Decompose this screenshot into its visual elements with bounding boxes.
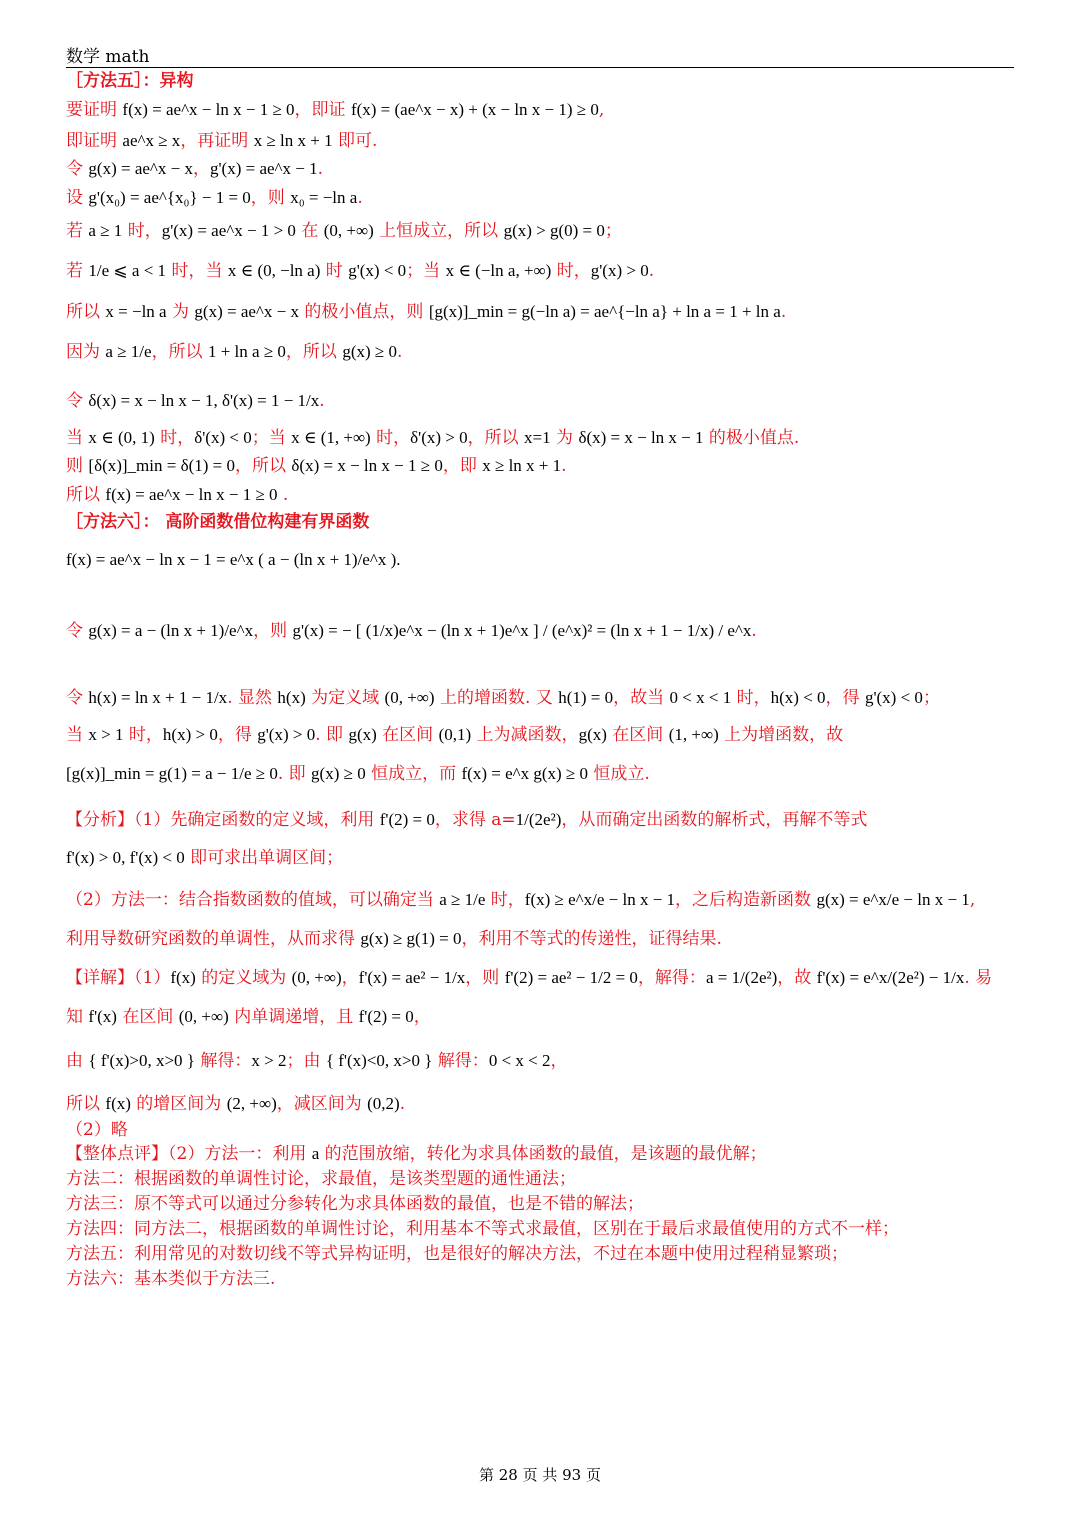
- math-expression: g(x) ≥ 0: [311, 764, 366, 783]
- math-expression: x > 1: [88, 725, 124, 744]
- text-line: [66, 967, 992, 989]
- text-segment: ；: [922, 688, 940, 708]
- text-segment: .: [277, 485, 289, 505]
- text-segment: .: [357, 188, 363, 208]
- math-expression: (0, +∞): [178, 1007, 229, 1026]
- text-line: [66, 928, 722, 950]
- text-line: [66, 809, 867, 831]
- text-line: [66, 511, 369, 533]
- text-line: [66, 620, 757, 642]
- text-segment: 即可.: [332, 131, 378, 151]
- text-segment: ，减区间为: [276, 1094, 368, 1114]
- math-expression: (0,2): [367, 1094, 400, 1113]
- math-expression: g'(x) < 0: [864, 688, 923, 707]
- text-segment: ；: [604, 221, 622, 241]
- text-segment: . 即: [315, 725, 349, 745]
- text-segment: ；由: [286, 1051, 326, 1071]
- text-segment: ［方法五］：异构: [66, 71, 194, 91]
- math-expression: [g(x)]_min = g(1) = a − 1/e ≥ 0: [66, 764, 278, 783]
- math-expression: [δ(x)]_min = δ(1) = 0: [88, 456, 236, 475]
- text-segment: 设: [66, 188, 89, 208]
- text-segment: ，所以: [285, 342, 343, 362]
- text-segment: 为: [166, 302, 195, 322]
- math-expression: δ'(x) < 0: [194, 428, 252, 447]
- math-expression: g(x) = e^x/e − ln x − 1: [816, 890, 970, 909]
- text-segment: 时，: [122, 221, 162, 241]
- math-expression: f(x): [105, 1094, 131, 1113]
- text-segment: 方法五：利用常见的对数切线不等式异构证明，也是很好的解决方法，不过在本题中使用过程稍显繁琐；: [66, 1244, 848, 1264]
- math-expression: f(x) = e^x g(x) ≥ 0: [461, 764, 589, 783]
- text-segment: 内单调递增，且: [228, 1007, 359, 1027]
- math-expression: g(x) ≥ g(1) = 0: [360, 929, 462, 948]
- text-line: [66, 301, 786, 323]
- math-expression: h(x) < 0: [770, 688, 826, 707]
- math-expression: f(x) = (ae^x − x) + (x − ln x − 1) ≥ 0: [350, 100, 599, 119]
- text-line: [66, 1006, 431, 1028]
- text-segment: 【详解】（1）: [66, 968, 171, 988]
- math-expression: f'(x) > 0, f'(x) < 0: [66, 848, 185, 867]
- text-segment: .: [396, 342, 403, 362]
- text-segment: 方法六：基本类似于方法三.: [66, 1269, 276, 1289]
- text-segment: .: [780, 302, 787, 322]
- text-segment: 时: [320, 261, 349, 281]
- math-expression: (1, +∞): [668, 725, 719, 744]
- math-expression: h(x): [277, 688, 306, 707]
- text-segment: 令: [66, 688, 89, 708]
- math-expression: a ≥ 1: [88, 221, 123, 240]
- text-segment: ［方法六］： 高阶函数借位构建有界函数: [66, 512, 370, 532]
- text-segment: ，即: [442, 456, 483, 476]
- math-expression: g(x): [578, 725, 607, 744]
- math-expression: (0, +∞): [291, 968, 342, 987]
- text-segment: ，从而确定出函数的解析式，再解不等式: [561, 810, 868, 830]
- math-expression: x ∈ (−ln a, +∞): [445, 261, 552, 280]
- text-segment: 所以: [66, 485, 106, 505]
- text-segment: .: [319, 391, 325, 411]
- math-expression: x > 2: [251, 1051, 287, 1070]
- text-segment: 恒成立.: [588, 764, 650, 784]
- text-segment: 为: [550, 428, 579, 448]
- math-expression: g'(x) < 0: [348, 261, 407, 280]
- math-expression: g'(x) = ae^x − 1 > 0: [161, 221, 296, 240]
- text-line: [66, 889, 975, 911]
- text-line: [66, 158, 323, 180]
- math-expression: f(x) ≥ e^x/e − ln x − 1: [524, 890, 676, 909]
- math-expression: a = 1/(2e²): [705, 968, 778, 987]
- text-segment: . 显然: [227, 688, 278, 708]
- text-segment: ，故: [777, 968, 817, 988]
- math-expression: h(x) = ln x + 1 − 1/x: [88, 688, 228, 707]
- text-segment: ，: [550, 1051, 568, 1071]
- math-expression: 1/e ⩽ a < 1: [88, 261, 167, 280]
- math-expression: 0 < x < 1: [669, 688, 732, 707]
- math-expression: (0,1): [438, 725, 472, 744]
- math-expression: x ∈ (0, 1): [88, 428, 155, 447]
- text-segment: 的范围放缩，转化为求具体函数的最值，是该题的最优解；: [319, 1144, 767, 1164]
- page-footer: 第 28 页 共 93 页: [478, 1466, 601, 1484]
- text-segment: 由: [66, 1051, 89, 1071]
- text-segment: 的极小值点.: [703, 428, 800, 448]
- text-segment: ，所以: [467, 428, 525, 448]
- text-segment: ，求得 a=: [434, 810, 516, 830]
- math-expression: δ(x) = x − ln x − 1: [578, 428, 704, 447]
- text-segment: 要证明: [66, 100, 123, 120]
- math-expression: g(x) > g(0) = 0: [503, 221, 605, 240]
- text-segment: 恒成立，而: [365, 764, 462, 784]
- math-expression: g(x): [348, 725, 377, 744]
- math-expression: g(x) = ae^x − x: [88, 159, 193, 178]
- text-segment: ，得: [217, 725, 258, 745]
- math-expression: f'(2) = 0: [379, 810, 435, 829]
- math-expression: δ(x) = x − ln x − 1 ≥ 0: [291, 456, 443, 475]
- text-segment: 上为增函数，故: [718, 725, 844, 745]
- text-line: [66, 1093, 405, 1115]
- text-line: [66, 1119, 128, 1141]
- math-expression: 1 + ln a ≥ 0: [207, 342, 286, 361]
- math-expression: { f'(x)<0, x>0 }: [325, 1051, 433, 1070]
- text-segment: 则: [66, 456, 89, 476]
- math-expression: 1/(2e²): [515, 810, 562, 829]
- math-expression: g(x) ≥ 0: [342, 342, 397, 361]
- text-segment: 时，: [485, 890, 525, 910]
- math-expression: a ≥ 1/e: [439, 890, 486, 909]
- text-segment: 在区间: [116, 1007, 179, 1027]
- text-segment: 解得：: [432, 1051, 489, 1071]
- math-expression: g'(x) = ae^x − 1: [209, 159, 318, 178]
- text-segment: 所以: [66, 302, 106, 322]
- text-line: [66, 724, 843, 746]
- math-expression: x ∈ (0, −ln a): [227, 261, 321, 280]
- text-segment: 令: [66, 621, 89, 641]
- text-segment: ，再证明: [180, 131, 254, 151]
- math-expression: g'(x) > 0: [590, 261, 649, 280]
- text-segment: ，: [413, 1007, 431, 1027]
- text-segment: 时，: [731, 688, 771, 708]
- text-segment: . 即: [277, 764, 312, 784]
- math-expression: (0, +∞): [323, 221, 374, 240]
- math-expression: f'(x): [88, 1007, 117, 1026]
- text-line: [66, 1143, 767, 1165]
- math-expression: x ≥ ln x + 1: [253, 131, 333, 150]
- text-line: [66, 455, 567, 477]
- text-line: [66, 341, 402, 363]
- text-segment: 若: [66, 261, 89, 281]
- text-segment: 因为: [66, 342, 106, 362]
- text-line: [66, 1193, 644, 1215]
- math-expression: f'(x) = e^x/(2e²) − 1/x: [816, 968, 965, 987]
- math-expression: g'(x) = − [ (1/x)e^x − (ln x + 1)e^x ] / (e^x)² = (ln x + 1 − 1/x) / e^x: [292, 621, 752, 640]
- math-expression: (2, +∞): [226, 1094, 277, 1113]
- text-segment: 在: [295, 221, 324, 241]
- math-expression: f(x) = ae^x − ln x − 1 ≥ 0: [105, 485, 278, 504]
- text-segment: ，: [192, 159, 210, 179]
- math-expression: a: [311, 1144, 320, 1163]
- math-expression: (0, +∞): [384, 688, 435, 707]
- text-segment: ，得: [825, 688, 865, 708]
- text-line: [66, 260, 654, 282]
- text-segment: 方法三：原不等式可以通过分参转化为求具体函数的最值，也是不错的解法；: [66, 1194, 644, 1214]
- math-expression: x = −ln a: [105, 302, 167, 321]
- text-segment: 的增区间为: [130, 1094, 227, 1114]
- text-segment: . 易: [964, 968, 993, 988]
- math-expression: { f'(x)>0, x>0 }: [88, 1051, 195, 1070]
- text-segment: ，所以: [151, 342, 208, 362]
- math-expression: f(x) = ae^x − ln x − 1 ≥ 0: [122, 100, 295, 119]
- text-segment: ，: [341, 968, 359, 988]
- text-segment: 上恒成立，所以: [373, 221, 504, 241]
- text-line: [66, 390, 325, 412]
- math-expression: h(1) = 0: [558, 688, 614, 707]
- text-line: [66, 70, 194, 92]
- math-expression: x ≥ ln x + 1: [482, 456, 562, 475]
- text-segment: .: [648, 261, 655, 281]
- text-segment: 时，当: [166, 261, 228, 281]
- text-segment: ，利用不等式的传递性，证得结果.: [461, 929, 722, 949]
- text-segment: ，则: [253, 621, 293, 641]
- math-expression: x₀ = −ln a: [290, 188, 358, 207]
- text-segment: 知: [66, 1007, 89, 1027]
- text-segment: 即可求出单调区间；: [184, 848, 344, 868]
- math-expression: h(x) > 0: [162, 725, 218, 744]
- text-segment: 在区间: [606, 725, 669, 745]
- text-segment: 时，: [123, 725, 163, 745]
- text-segment: .: [317, 159, 324, 179]
- text-line: [66, 220, 622, 242]
- text-segment: ，解得：: [637, 968, 706, 988]
- text-segment: 当: [66, 725, 89, 745]
- text-line: [66, 1218, 899, 1240]
- text-line: [66, 1268, 275, 1290]
- text-segment: ，之后构造新函数: [675, 890, 817, 910]
- text-line: [66, 427, 799, 449]
- math-expression: a ≥ 1/e: [105, 342, 152, 361]
- text-segment: .: [399, 1094, 406, 1114]
- math-expression: g(x) = ae^x − x: [194, 302, 299, 321]
- math-expression: f(x) = ae^x − ln x − 1 = e^x ( a − (ln x + 1)/e^x ).: [66, 550, 401, 569]
- text-segment: 所以: [66, 1094, 106, 1114]
- math-expression: g(x) = a − (ln x + 1)/e^x: [88, 621, 254, 640]
- text-segment: 在区间: [376, 725, 439, 745]
- text-segment: ,: [969, 890, 976, 910]
- text-segment: 的极小值点，则: [299, 302, 429, 322]
- text-segment: ，则: [250, 188, 291, 208]
- text-line: [66, 549, 400, 571]
- text-segment: 时，: [154, 428, 195, 448]
- text-line: [66, 1050, 568, 1072]
- math-expression: f'(2) = 0: [358, 1007, 414, 1026]
- text-segment: 令: [66, 159, 89, 179]
- math-expression: ae^x ≥ x: [122, 131, 181, 150]
- text-segment: ，即证: [294, 100, 351, 120]
- text-line: [66, 1168, 576, 1190]
- text-line: [66, 763, 650, 785]
- text-segment: 时，: [551, 261, 591, 281]
- text-segment: 解得：: [194, 1051, 252, 1071]
- text-segment: （2）方法一：结合指数函数的值域，可以确定当: [66, 890, 440, 910]
- math-expression: δ'(x) > 0: [410, 428, 468, 447]
- text-line: [66, 847, 343, 869]
- math-expression: f(x): [170, 968, 196, 987]
- text-segment: 上为减函数，: [471, 725, 579, 745]
- text-segment: 【整体点评】（2）方法一：利用: [66, 1144, 312, 1164]
- text-line: [66, 484, 288, 506]
- text-segment: 【分析】（1）先确定函数的定义域，利用: [66, 810, 380, 830]
- text-segment: 方法二：根据函数的单调性讨论，求最值，是该类型题的通性通法；: [66, 1169, 576, 1189]
- text-segment: 令: [66, 391, 89, 411]
- text-segment: ；当: [406, 261, 446, 281]
- text-line: [66, 130, 377, 152]
- text-segment: 当: [66, 428, 89, 448]
- math-expression: 0 < x < 2: [488, 1051, 551, 1070]
- page-header: 数学 math: [66, 47, 150, 67]
- text-line: [66, 187, 363, 209]
- text-segment: .: [561, 456, 567, 476]
- math-expression: x=1: [524, 428, 551, 447]
- text-segment: .: [751, 621, 757, 641]
- text-segment: 上的增函数. 又: [434, 688, 559, 708]
- header-rule: [66, 67, 1014, 68]
- math-expression: g'(x₀) = ae^{x₀} − 1 = 0: [88, 188, 251, 207]
- text-segment: ；当: [251, 428, 292, 448]
- math-expression: f'(2) = ae² − 1/2 = 0: [504, 968, 638, 987]
- text-line: [66, 99, 604, 121]
- math-expression: f'(x) = ae² − 1/x: [358, 968, 466, 987]
- text-segment: 的定义域为: [195, 968, 292, 988]
- text-segment: 方法四：同方法二，根据函数的单调性讨论，利用基本不等式求最值，区别在于最后求最值使用的方式不一样；: [66, 1219, 899, 1239]
- text-segment: 时，: [370, 428, 411, 448]
- text-segment: ，则: [465, 968, 505, 988]
- math-expression: g'(x) > 0: [257, 725, 316, 744]
- text-segment: 即证明: [66, 131, 123, 151]
- text-segment: ，故当: [613, 688, 670, 708]
- text-segment: （2）略: [66, 1120, 128, 1140]
- math-expression: δ(x) = x − ln x − 1, δ'(x) = 1 − 1/x: [88, 391, 320, 410]
- text-line: [66, 1243, 848, 1265]
- text-segment: ，所以: [235, 456, 292, 476]
- math-expression: x ∈ (1, +∞): [291, 428, 371, 447]
- math-expression: [g(x)]_min = g(−ln a) = ae^{−ln a} + ln a = 1 + ln a: [428, 302, 781, 321]
- text-segment: 为定义域: [305, 688, 385, 708]
- text-segment: ,: [598, 100, 605, 120]
- text-segment: 若: [66, 221, 89, 241]
- text-segment: 利用导数研究函数的单调性，从而求得: [66, 929, 361, 949]
- text-line: [66, 687, 940, 709]
